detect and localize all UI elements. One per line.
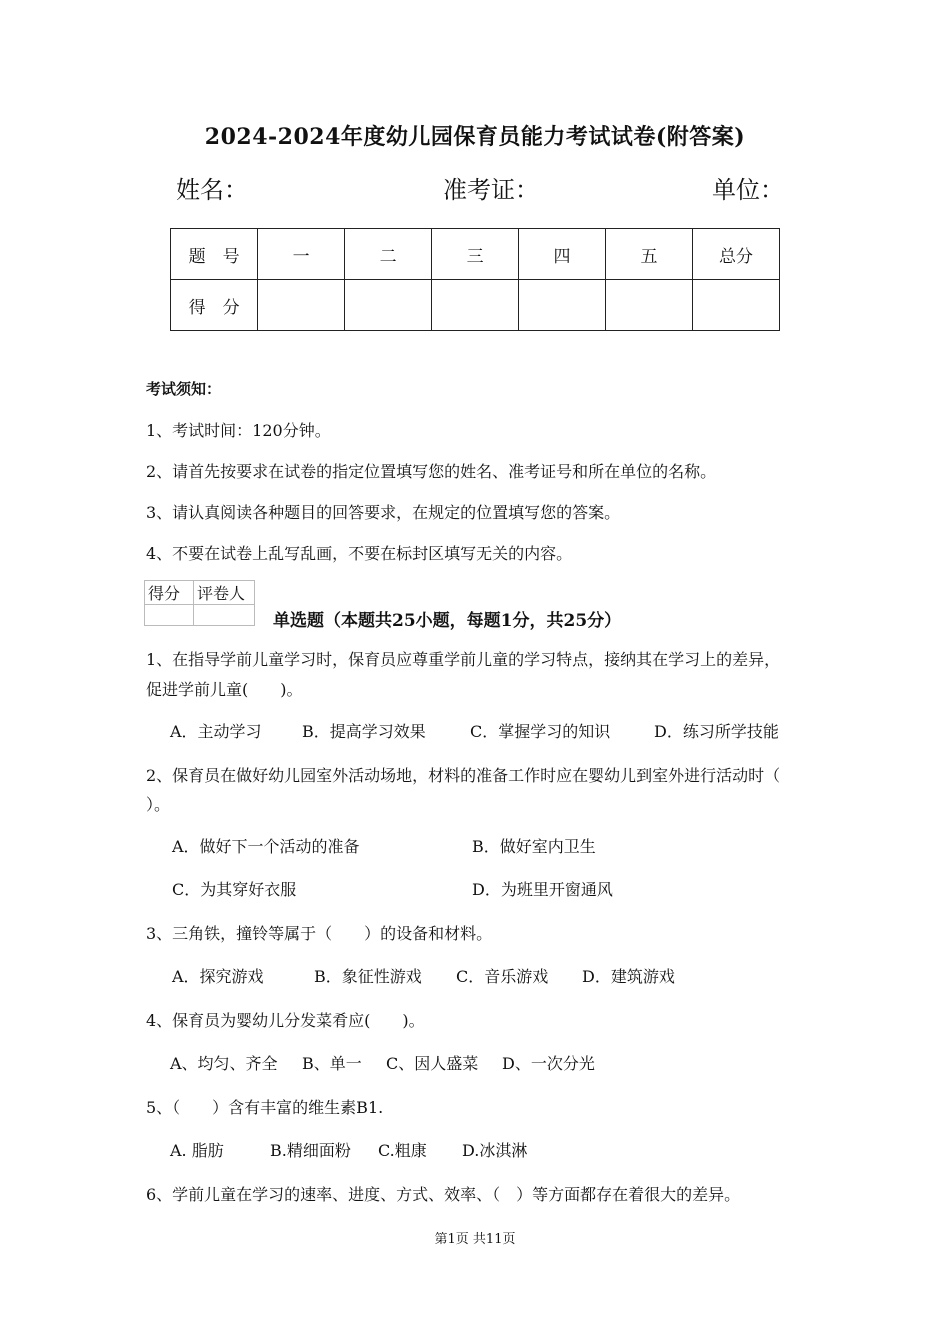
score-header-cell: 总分 — [692, 229, 779, 280]
score-cell[interactable] — [258, 280, 345, 331]
question-2-option-b[interactable]: B．做好室内卫生 — [472, 837, 596, 856]
notice-item: 1、考试时间：120分钟。 — [146, 421, 331, 440]
question-3-text: 3、三角铁，撞铃等属于（ ）的设备和材料。 — [146, 924, 493, 943]
question-1-option-a[interactable]: A．主动学习 — [170, 722, 262, 741]
question-6-text: 6、学前儿童在学习的速率、进度、方式、效率、（ ）等方面都存在着很大的差异。 — [146, 1185, 741, 1204]
grader-reviewer-cell[interactable] — [194, 605, 255, 626]
score-table-score-row — [171, 280, 780, 331]
score-header-cell: 四 — [519, 229, 606, 280]
question-4-option-d[interactable]: D、一次分光 — [502, 1054, 595, 1073]
grader-box — [144, 580, 255, 626]
question-5-option-b[interactable]: B.精细面粉 — [270, 1141, 351, 1160]
question-2-text: ）。 — [146, 795, 171, 814]
question-4-option-b[interactable]: B、单一 — [302, 1054, 362, 1073]
name-field-label: 姓名： — [176, 176, 248, 204]
question-2-option-d[interactable]: D．为班里开窗通风 — [472, 880, 613, 899]
question-3-option-c[interactable]: C．音乐游戏 — [456, 967, 549, 986]
score-header-cell: 五 — [606, 229, 693, 280]
question-1-text: 1、在指导学前儿童学习时，保育员应尊重学前儿童的学习特点，接纳其在学习上的差异， — [146, 650, 781, 669]
score-row-label: 得 分 — [171, 280, 258, 331]
notice-item: 3、请认真阅读各种题目的回答要求，在规定的位置填写您的答案。 — [146, 503, 621, 522]
grader-score-cell[interactable] — [145, 605, 194, 626]
exam-title: 2024-2024年度幼儿园保育员能力考试试卷(附答案) — [204, 124, 746, 150]
score-cell[interactable] — [606, 280, 693, 331]
score-cell[interactable] — [692, 280, 779, 331]
question-5-option-c[interactable]: C.粗康 — [378, 1141, 427, 1160]
score-header-cell: 题 号 — [171, 229, 258, 280]
question-4-option-c[interactable]: C、因人盛菜 — [386, 1054, 479, 1073]
question-1-text: 促进学前儿童( )。 — [146, 680, 303, 699]
question-4-text: 4、保育员为婴幼儿分发菜肴应( )。 — [146, 1011, 425, 1030]
question-3-option-b[interactable]: B．象征性游戏 — [314, 967, 422, 986]
score-table-header-row — [171, 229, 780, 280]
question-2-option-a[interactable]: A．做好下一个活动的准备 — [172, 837, 360, 856]
exam-number-field-label: 准考证： — [443, 176, 539, 204]
score-header-cell: 一 — [258, 229, 345, 280]
notice-item: 4、不要在试卷上乱写乱画，不要在标封区填写无关的内容。 — [146, 544, 573, 563]
notice-title: 考试须知： — [146, 380, 222, 398]
question-3-option-a[interactable]: A．探究游戏 — [172, 967, 264, 986]
score-cell[interactable] — [519, 280, 606, 331]
question-4-option-a[interactable]: A、均匀、齐全 — [170, 1054, 278, 1073]
question-5-option-d[interactable]: D.冰淇淋 — [462, 1141, 528, 1160]
question-1-option-c[interactable]: C．掌握学习的知识 — [470, 722, 611, 741]
notice-item: 2、请首先按要求在试卷的指定位置填写您的姓名、准考证号和所在单位的名称。 — [146, 462, 717, 481]
section-title: 单选题（本题共25小题，每题1分，共25分） — [273, 611, 622, 631]
grader-reviewer-label: 评卷人 — [194, 581, 255, 605]
score-table — [170, 228, 780, 331]
unit-field-label: 单位： — [712, 176, 784, 204]
page-footer: 第1页 共11页 — [434, 1232, 516, 1247]
question-5-option-a[interactable]: A. 脂肪 — [170, 1141, 224, 1160]
grader-score-label: 得分 — [145, 581, 194, 605]
question-2-text: 2、保育员在做好幼儿园室外活动场地，材料的准备工作时应在婴幼儿到室外进行活动时（ — [146, 766, 781, 785]
score-header-cell: 二 — [345, 229, 432, 280]
question-2-option-c[interactable]: C．为其穿好衣服 — [172, 880, 297, 899]
question-1-option-d[interactable]: D．练习所学技能 — [654, 722, 779, 741]
question-3-option-d[interactable]: D．建筑游戏 — [582, 967, 675, 986]
score-cell[interactable] — [432, 280, 519, 331]
score-cell[interactable] — [345, 280, 432, 331]
score-header-cell: 三 — [432, 229, 519, 280]
question-1-option-b[interactable]: B．提高学习效果 — [302, 722, 426, 741]
question-5-text: 5、（ ）含有丰富的维生素B1. — [146, 1098, 384, 1117]
